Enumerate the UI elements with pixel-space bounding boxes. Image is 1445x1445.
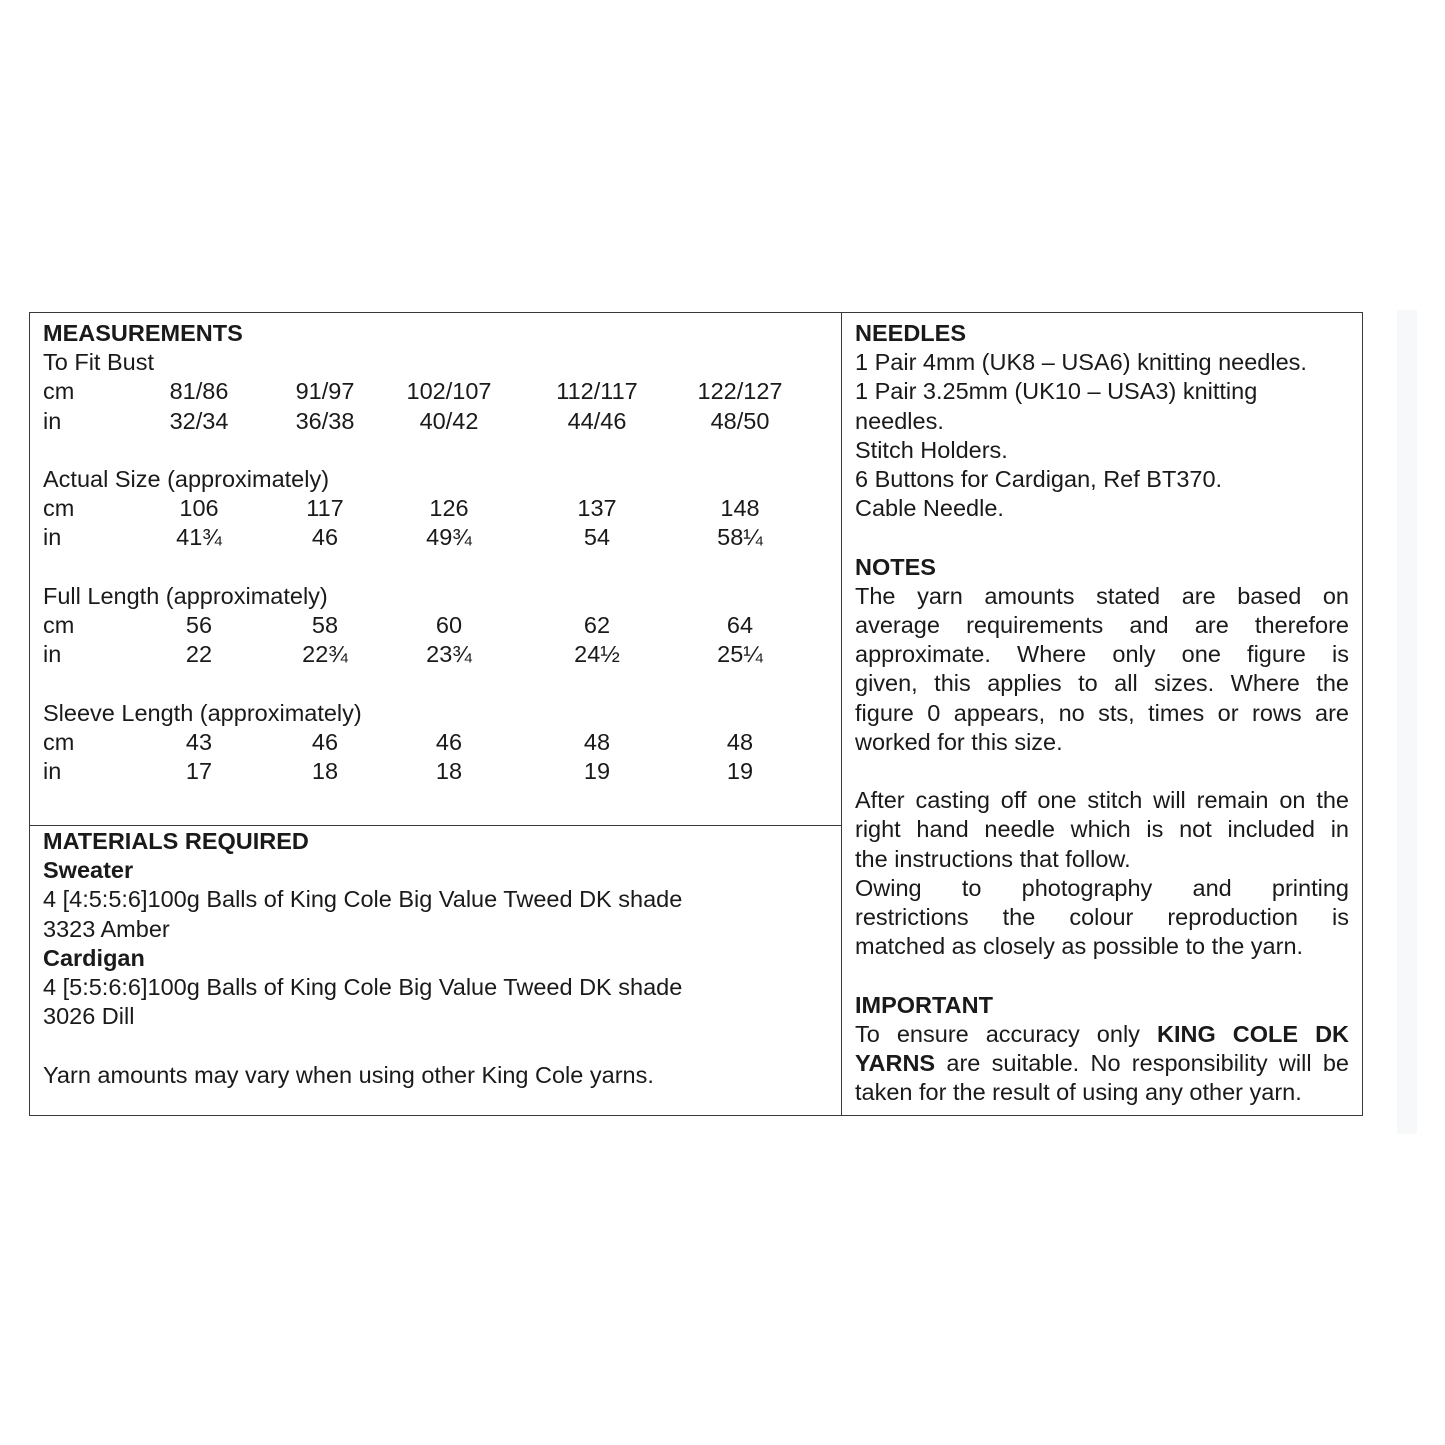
size-value: 117: [306, 495, 344, 522]
notes-line: given, this applies to all sizes. Where the: [855, 670, 1349, 697]
measurement-row: [30, 494, 841, 523]
size-value: 81/86: [169, 378, 229, 405]
measurement-row: [30, 377, 841, 406]
sweater-label: Sweater: [43, 857, 134, 884]
measurement-row: [30, 611, 841, 640]
size-value: 19: [726, 757, 754, 784]
unit-label: in: [43, 757, 62, 784]
important-line: taken for the result of using any other yarn.: [855, 1079, 1302, 1106]
needles-line: Stitch Holders.: [855, 436, 1008, 463]
size-value: 54: [583, 524, 611, 551]
measurement-row: [30, 728, 841, 757]
size-value: 46: [435, 728, 463, 755]
size-value: 148: [720, 495, 760, 522]
size-value: 18: [311, 757, 339, 784]
cardigan-shade-line: 3026 Dill: [43, 1003, 135, 1030]
size-value: 25¼: [717, 641, 763, 668]
size-value: 18: [435, 757, 463, 784]
size-value: 40/42: [419, 407, 479, 434]
important-brand: YARNS: [855, 1050, 936, 1077]
notes-line: After casting off one stitch will remain on the: [855, 787, 1349, 814]
size-value: 43: [185, 728, 213, 755]
size-value: 126: [429, 495, 469, 522]
important-brand: KING COLE DK: [1156, 1020, 1350, 1047]
measurements-section: [30, 313, 841, 826]
needles-heading: NEEDLES: [855, 320, 966, 346]
notes-line: The yarn amounts stated are based on: [855, 582, 1349, 609]
unit-label: in: [43, 524, 62, 551]
size-value: 48: [726, 728, 754, 755]
size-value: 106: [179, 495, 219, 522]
notes-line: restrictions the colour reproduction is: [855, 904, 1349, 931]
edge-strip: [1397, 310, 1417, 1134]
measurement-group-label: Sleeve Length (approximately): [43, 699, 362, 726]
measurement-row: [30, 757, 841, 786]
sweater-shade-line: 3323 Amber: [43, 915, 170, 942]
size-value: 58: [311, 611, 339, 638]
yarn-variation-note: Yarn amounts may vary when using other King Cole yarns.: [43, 1061, 654, 1088]
notes-heading: NOTES: [855, 553, 936, 580]
unit-label: cm: [43, 378, 75, 405]
unit-label: cm: [43, 728, 75, 755]
left-column: [30, 313, 842, 1115]
needles-line: 1 Pair 4mm (UK8 – USA6) knitting needles.: [855, 349, 1307, 376]
materials-heading: MATERIALS REQUIRED: [43, 828, 309, 854]
notes-line: approximate. Where only one figure is: [855, 641, 1349, 668]
measurements-heading: MEASUREMENTS: [43, 320, 243, 346]
notes-line: the instructions that follow.: [855, 845, 1131, 872]
cardigan-label: Cardigan: [43, 944, 145, 971]
needles-line: Cable Needle.: [855, 495, 1004, 522]
size-value: 32/34: [169, 407, 229, 434]
size-value: 22¾: [302, 641, 348, 668]
needles-line: needles.: [855, 407, 944, 434]
size-value: 58¼: [717, 524, 763, 551]
important-text: To ensure accuracy only: [855, 1020, 1157, 1047]
size-value: 22: [185, 641, 213, 668]
size-value: 36/38: [295, 407, 355, 434]
needles-line: 6 Buttons for Cardigan, Ref BT370.: [855, 466, 1223, 493]
size-value: 19: [583, 757, 611, 784]
notes-line: Owing to photography and printing: [855, 874, 1349, 901]
size-value: 112/117: [556, 378, 638, 405]
size-value: 41¾: [176, 524, 222, 551]
notes-line: matched as closely as possible to the yarn.: [855, 933, 1304, 960]
unit-label: in: [43, 641, 62, 668]
size-value: 56: [185, 611, 213, 638]
size-value: 24½: [574, 641, 620, 668]
measurement-row: [30, 523, 841, 552]
sweater-yarn-line: 4 [4:5:5:6]100g Balls of King Cole Big Value Tweed DK shade: [43, 886, 683, 913]
unit-label: in: [43, 407, 62, 434]
important-heading: IMPORTANT: [855, 991, 993, 1018]
size-value: 137: [577, 495, 617, 522]
important-text: are suitable. No responsibility will be: [935, 1050, 1349, 1077]
measurement-group-label: Full Length (approximately): [43, 582, 328, 609]
size-value: 62: [583, 611, 611, 638]
needles-line: 1 Pair 3.25mm (UK10 – USA3) knitting: [855, 378, 1258, 405]
right-column: [855, 313, 1349, 1107]
measurement-row: [30, 640, 841, 669]
unit-label: cm: [43, 495, 75, 522]
size-value: 17: [185, 757, 213, 784]
notes-line: worked for this size.: [855, 728, 1063, 755]
size-value: 60: [435, 611, 463, 638]
size-value: 46: [311, 728, 339, 755]
materials-section: [43, 825, 823, 1090]
notes-line: average requirements and are therefore: [855, 612, 1349, 639]
measurement-group-label: Actual Size (approximately): [43, 465, 330, 492]
size-value: 48: [583, 728, 611, 755]
size-value: 23¾: [426, 641, 472, 668]
measurement-group-label: To Fit Bust: [43, 349, 155, 376]
size-value: 48/50: [710, 407, 770, 434]
size-value: 102/107: [406, 378, 492, 405]
unit-label: cm: [43, 611, 75, 638]
size-value: 91/97: [295, 378, 355, 405]
size-value: 44/46: [567, 407, 627, 434]
cardigan-yarn-line: 4 [5:5:6:6]100g Balls of King Cole Big Value Tweed DK shade: [43, 974, 683, 1001]
size-value: 122/127: [697, 378, 783, 405]
size-value: 64: [726, 611, 754, 638]
notes-line: figure 0 appears, no sts, times or rows are: [855, 699, 1349, 726]
notes-line: right hand needle which is not included in: [855, 816, 1349, 843]
pattern-info-table: [29, 312, 1363, 1116]
size-value: 49¾: [426, 524, 472, 551]
size-value: 46: [311, 524, 339, 551]
important-line: [855, 1049, 1349, 1078]
measurement-row: [30, 407, 841, 436]
important-line: [855, 1020, 1349, 1049]
